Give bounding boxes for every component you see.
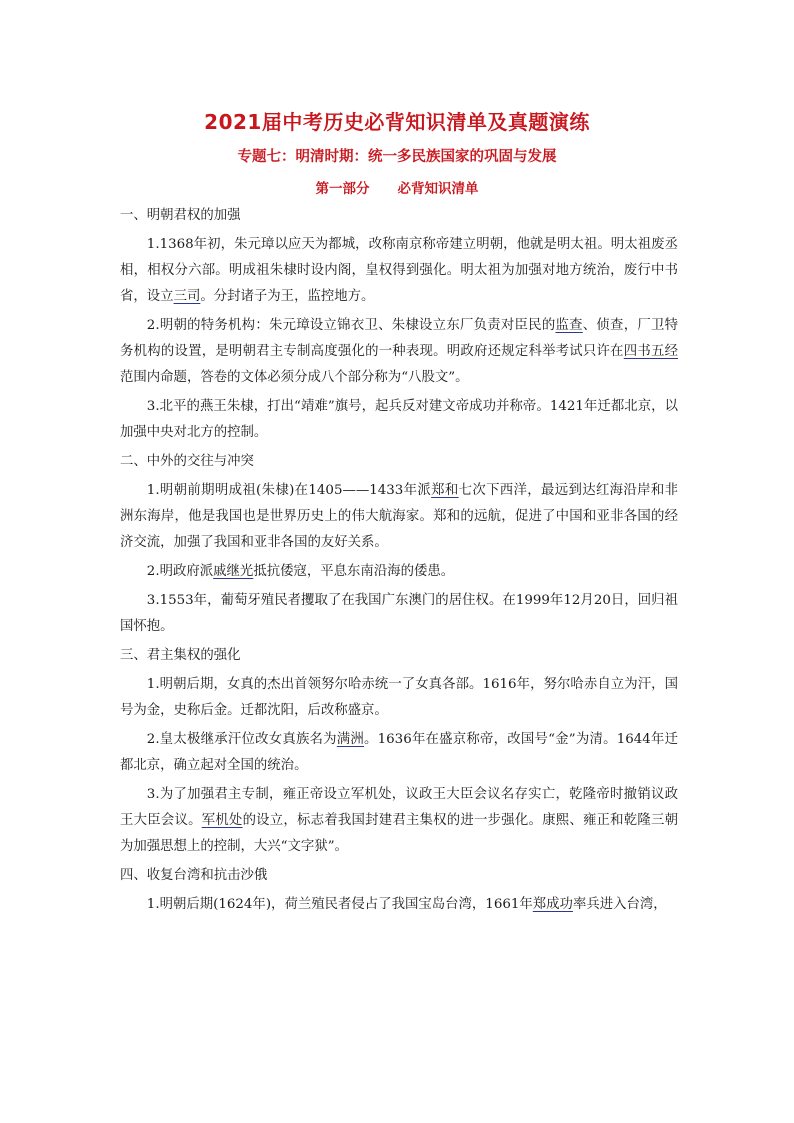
underlined-term: 三司 [173,289,201,304]
paragraph [120,782,678,860]
part-label: 第一部分 [315,181,370,197]
paragraph [120,394,678,446]
text-run: 范围内命题，答卷的文体必须分成八个部分称为“八股文”。 [120,370,469,385]
text-run: 、侦查，厂卫特务机构的设置，是明朝君主专制高度强化的一种表现。明政府还规定科举考试只许在 [120,318,679,359]
document-subtitle: 专题七：明清时期：统一多民族国家的巩固与发展 [237,149,557,165]
text-run: 2.明朝的特务机构：朱元璋设立锦衣卫、朱棣设立东厂负责对臣民的 [146,318,556,333]
text-run: 3.为了加强君主专制，雍正帝设立军机处，议政王大臣会议名存实亡，乾隆帝时撤销议政王大臣会议。 [120,787,678,828]
text-run: 3.北平的燕王朱棣，打出“靖难”旗号，起兵反对建文帝成功并称帝。1421年迁都北京，以加强中央对北方的控制。 [120,399,678,440]
paragraph [120,313,678,391]
text-run: 1.明朝后期，女真的杰出首领努尔哈赤统一了女真各部。1616年，努尔哈赤自立为汗，国号为金，史称后金。迁都沈阳，后改称盛京。 [120,677,678,718]
text-run: 1.1368年初，朱元璋以应天为都城，改称南京称帝建立明朝，他就是明太祖。明太祖废丞相，相权分六部。明成祖朱棣时设内阁，皇权得到强化。明太祖为加强对地方统治，废行中书省，设立 [120,237,678,304]
text-run: 七次下西洋，最远到达红海沿岸和非洲东海岸，他是我国也是世界历史上的伟大航海家。郑和的远航，促进了中国和亚非各国的经济交流，加强了我国和亚非各国的友好关系。 [120,483,679,550]
document-title: 2021届中考历史必背知识清单及真题演练 [204,110,590,134]
underlined-term: 郑成功 [532,897,573,912]
text-run: 1.明朝前期明成祖(朱棣)在1405——1433年派 [146,483,432,498]
underlined-term: 满洲 [336,732,365,747]
text-run: 2.明政府派 [146,564,214,579]
text-run: 。1636年在盛京称帝，改国号“金”为清。1644年迁都北京，确立起对全国的统治。 [120,732,678,773]
text-run: 的设立，标志着我国封建君主集权的进一步强化。康熙、雍正和乾隆三朝为加强思想上的控制，大兴“文字狱”。 [120,813,679,854]
text-run: 抵抗倭寇，平息东南沿海的倭患。 [253,564,455,579]
underlined-term: 监查 [555,318,583,333]
underlined-term: 戚继光 [213,564,254,579]
section-heading: 四、收复台湾和抗击沙俄 [120,868,268,883]
text-run: 率兵进入台湾， [572,897,667,912]
underlined-term: 四书五经 [623,344,679,359]
text-run: 。分封诸子为王，监控地方。 [200,289,375,304]
paragraph [120,727,678,779]
paragraph [120,478,678,556]
document-body [120,200,678,921]
paragraph [120,892,678,918]
paragraph [120,588,678,640]
part-name: 必背知识清单 [397,181,479,197]
text-run: 3.1553年，葡萄牙殖民者攫取了在我国广东澳门的居住权。在1999年12月20日，回归祖国怀抱。 [120,593,678,634]
underlined-term: 郑和 [431,483,459,498]
section-heading: 三、君主集权的强化 [120,648,241,663]
part-heading [0,177,794,197]
paragraph [120,672,678,724]
section-heading: 一、明朝君权的加强 [120,208,241,223]
text-run: 1.明朝后期(1624年)，荷兰殖民者侵占了我国宝岛台湾，1661年 [146,897,533,912]
paragraph [120,559,678,585]
text-run: 2.皇太极继承汗位改女真族名为 [146,732,337,747]
underlined-term: 军机处 [201,813,243,828]
paragraph [120,232,678,310]
section-heading: 二、中外的交往与冲突 [120,454,254,469]
